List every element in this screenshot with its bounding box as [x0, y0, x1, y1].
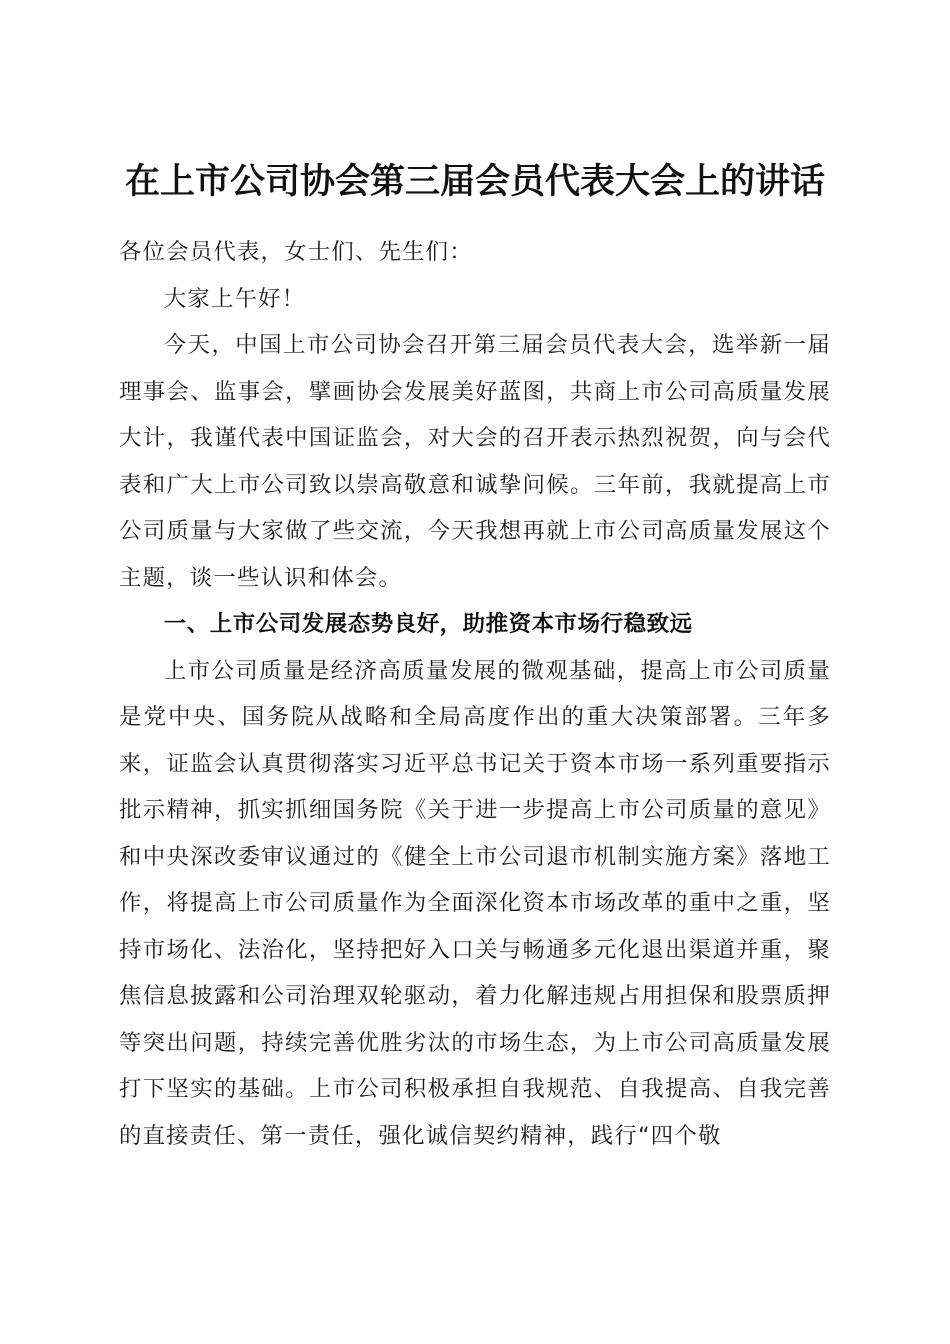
document-title: 在上市公司协会第三届会员代表大会上的讲话	[124, 161, 825, 203]
paragraph-opening: 今天，中国上市公司协会召开第三届会员代表大会，选举新一届理事会、监事会，擘画协会发展美好蓝图，共商上市公司高质量发展大计，我谨代表中国证监会，对大会的召开表示热烈祝贺，向与会代表和广大上市公司致以崇高敬意和诚挚问候。三年前，我就提高上市公司质量与大家做了些交流，今天我想再就上市公司高质量发展这个主题，谈一些认识和体会。	[119, 332, 831, 591]
greeting: 大家上午好！	[163, 285, 306, 312]
paragraph-section-one: 上市公司质量是经济高质量发展的微观基础，提高上市公司质量是党中央、国务院从战略和全局高度作出的重大决策部署。三年多来，证监会认真贯彻落实习近平总书记关于资本市场一系列重要指示批示精神，抓实抓细国务院《关于进一步提高上市公司质量的意见》和中央深改委审议通过的《健全上市公司退市机制实施方案》落地工作，将提高上市公司质量作为全面深化资本市场改革的重中之重，坚持市场化、法治化，坚持把好入口关与畅通多元化退出渠道并重，聚焦信息披露和公司治理双轮驱动，着力化解违规占用担保和股票质押等突出问题，持续完善优胜劣汰的市场生态，为上市公司高质量发展打下坚实的基础。上市公司积极承担自我规范、自我提高、自我完善的直接责任、第一责任，强化诚信契约精神，践行“四个敬	[119, 657, 831, 1149]
section-heading: 一、上市公司发展态势良好，助推资本市场行稳致远	[163, 611, 693, 637]
salutation: 各位会员代表，女士们、先生们：	[119, 239, 473, 265]
document-body	[119, 229, 831, 1159]
